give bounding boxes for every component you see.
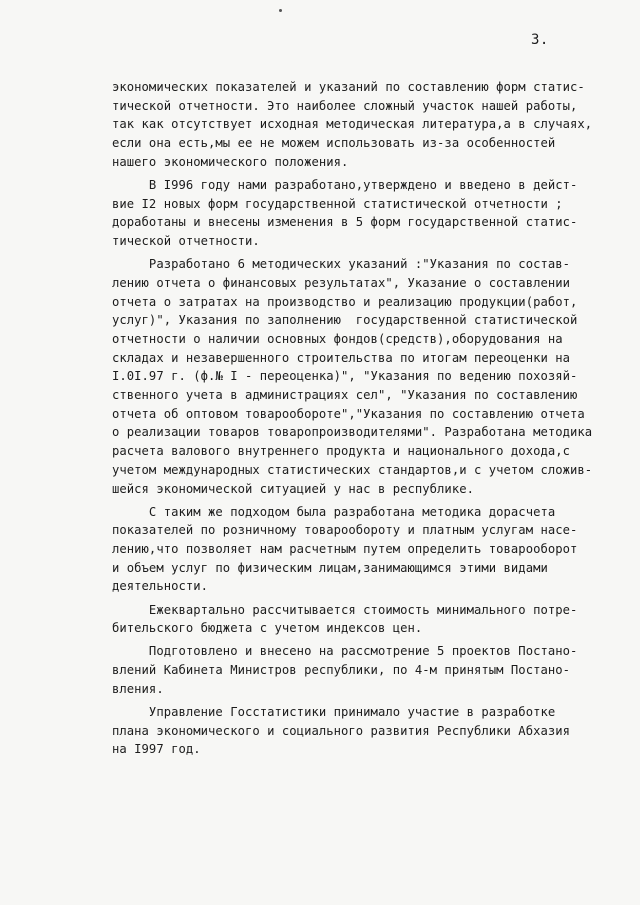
text-line: ственного учета в администрациях сел", "Указания по составлению: [112, 388, 578, 403]
text-line: влений Кабинета Министров республики, по 4-м принятым Постано-: [112, 663, 571, 678]
paragraph: [112, 601, 608, 638]
paragraph: [112, 642, 608, 698]
paragraph: [112, 176, 608, 251]
scan-speck: [279, 9, 282, 12]
text-line: С таким же подходом была разработана методика дорасчета: [112, 504, 556, 519]
text-line: доработаны и внесены изменения в 5 форм государственной статис-: [112, 215, 578, 230]
text-line: I.0I.97 г. (ф.№ I - переоценка)", "Указания по ведению похозяй-: [112, 369, 578, 384]
text-line: шейся экономической ситуацией у нас в республике.: [112, 481, 474, 496]
text-line: тической отчетности. Это наиболее сложный участок нашей работы,: [112, 98, 578, 113]
text-line: услуг)", Указания по заполнению государственной статистической: [112, 313, 578, 328]
text-line: отчетности о наличии основных фондов(средств),оборудования на: [112, 331, 563, 346]
text-line: учетом международных статистических стандартов,и с учетом сложив-: [112, 462, 593, 477]
text-line: если она есть,мы ее не можем использовать из-за особенностей: [112, 136, 556, 151]
text-line: Подготовлено и внесено на рассмотрение 5 проектов Постано-: [112, 644, 578, 659]
text-line: отчета об оптовом товарообороте","Указания по составлению отчета: [112, 406, 585, 421]
text-line: деятельности.: [112, 579, 209, 594]
paragraph: [112, 703, 608, 759]
text-line: Разработано 6 методических указаний :"Указания по состав-: [112, 257, 571, 272]
text-line: лению отчета о финансовых результатах", Указание о составлении: [112, 275, 571, 290]
text-line: тической отчетности.: [112, 234, 260, 249]
text-line: Управление Госстатистики принимало участие в разработке: [112, 704, 556, 719]
paragraph: [112, 503, 608, 597]
text-line: лению,что позволяет нам расчетным путем определить товарооборот: [112, 542, 578, 557]
text-line: бительского бюджета с учетом индексов цен.: [112, 621, 423, 636]
text-line: на I997 год.: [112, 742, 201, 757]
text-line: показателей по розничному товарообороту и платным услугам насе-: [112, 523, 578, 538]
text-line: вления.: [112, 681, 164, 696]
text-line: расчета валового внутреннего продукта и национального дохода,с: [112, 444, 571, 459]
paragraph: [112, 255, 608, 498]
body-text: [112, 78, 608, 759]
text-line: вие I2 новых форм государственной статистической отчетности ;: [112, 196, 563, 211]
text-line: Ежеквартально рассчитывается стоимость минимального потре-: [112, 602, 578, 617]
text-line: отчета о затратах на производство и реализацию продукции(работ,: [112, 294, 578, 309]
text-line: нашего экономического положения.: [112, 154, 349, 169]
paragraph: [112, 78, 608, 172]
text-line: складах и незавершенного строительства по итогам переоценки на: [112, 350, 571, 365]
text-line: о реализации товаров товаропроизводителями". Разработана методика: [112, 425, 593, 440]
text-line: так как отсутствует исходная методическая литература,а в случаях,: [112, 117, 593, 132]
text-line: В I996 году нами разработано,утверждено и введено в дейст-: [112, 177, 578, 192]
text-line: экономических показателей и указаний по составлению форм статис-: [112, 80, 585, 94]
text-line: плана экономического и социального развития Республики Абхазия: [112, 723, 571, 738]
page-number: 3.: [531, 32, 549, 48]
text-line: и объем услуг по физическим лицам,занимающимся этими видами: [112, 560, 548, 575]
